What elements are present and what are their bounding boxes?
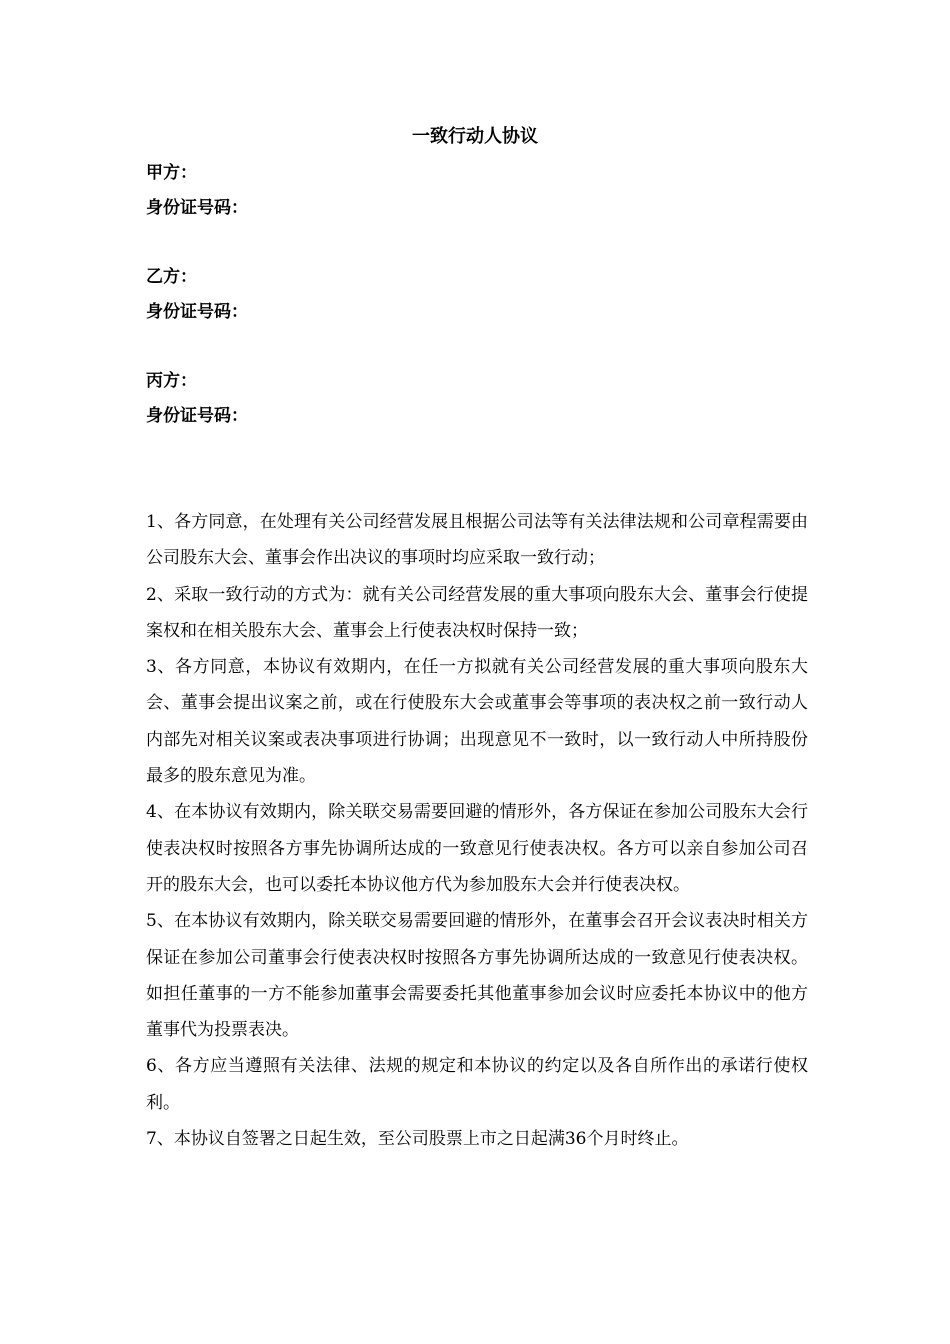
clause-3: 3、各方同意，本协议有效期内，在任一方拟就有关公司经营发展的重大事项向股东大会、董事会提出议案之前，或在行使股东大会或董事会等事项的表决权之前一致行动人内部先对相关议案或表决事项进行协调；出现意见不一致时，以一致行动人中所持股份最多的股东意见为准。: [146, 657, 808, 787]
clause-1: 1、各方同意，在处理有关公司经营发展且根据公司法等有关法律法规和公司章程需要由公司股东大会、董事会作出决议的事项时均应采取一致行动；: [146, 512, 808, 569]
party-c-id-label: 身份证号码：: [146, 406, 248, 426]
party-a-id-label: 身份证号码：: [146, 198, 248, 218]
clauses-body: [146, 504, 808, 1157]
party-c-label: 丙方：: [146, 371, 197, 391]
party-b-id-label: 身份证号码：: [146, 302, 248, 322]
party-a-label: 甲方：: [146, 163, 197, 183]
party-b-label: 乙方：: [146, 267, 197, 287]
clause-4: 4、在本协议有效期内，除关联交易需要回避的情形外，各方保证在参加公司股东大会行使表决权时按照各方事先协调所达成的一致意见行使表决权。各方可以亲自参加公司召开的股东大会，也可以委托本协议他方代为参加股东大会并行使表决权。: [146, 802, 808, 895]
document-title: 一致行动人协议: [412, 126, 538, 147]
clause-6: 6、各方应当遵照有关法律、法规的规定和本协议的约定以及各自所作出的承诺行使权利。: [146, 1056, 808, 1113]
clause-5: 5、在本协议有效期内，除关联交易需要回避的情形外，在董事会召开会议表决时相关方保证在参加公司董事会行使表决权时按照各方事先协调所达成的一致意见行使表决权。如担任董事的一方不能参加董事会需要委托其他董事参加会议时应委托本协议中的他方董事代为投票表决。: [146, 911, 808, 1041]
clause-7: 7、本协议自签署之日起生效，至公司股票上市之日起满36个月时终止。: [146, 1129, 689, 1150]
clause-2: 2、采取一致行动的方式为：就有关公司经营发展的重大事项向股东大会、董事会行使提案权和在相关股东大会、董事会上行使表决权时保持一致；: [146, 584, 808, 641]
